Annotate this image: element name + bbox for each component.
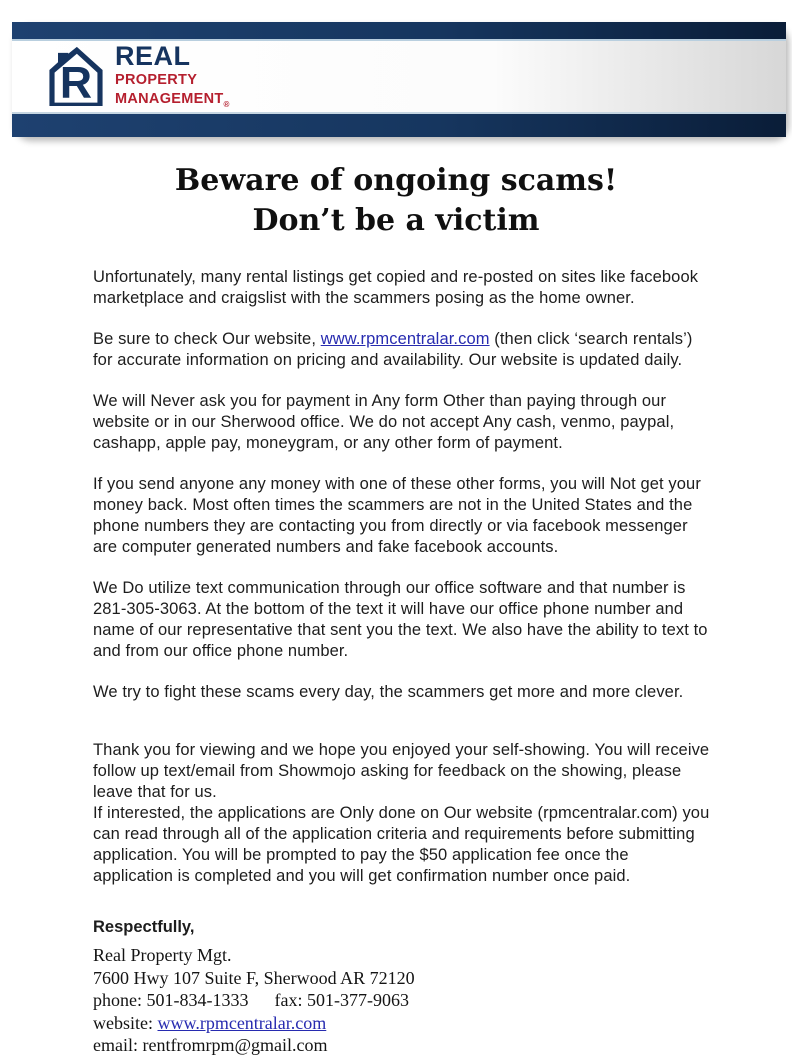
title-line-1: Beware of ongoing scams!	[174, 163, 618, 198]
paragraph-money-warning: If you send anyone any money with one of these other forms, you will Not get your money back. Most often times the scammers are not in the United States and the phone numbers they are contacting you from directly or via facebook messenger are computer generated numbers and fake facebook accounts.	[93, 475, 701, 557]
logo-word-property: PROPERTY	[115, 72, 198, 89]
p2-post-text: (then click ‘search rentals’) for accurate information on pricing and availability. Our website is updated daily.	[93, 330, 693, 370]
company-address: 7600 Hwy 107 Suite F, Sherwood AR 72120	[93, 967, 415, 988]
banner-bottom-bar	[12, 114, 786, 137]
header-banner	[12, 22, 786, 137]
banner-top-bar	[12, 22, 786, 39]
svg-text:R: R	[59, 58, 93, 108]
paragraph-check-website	[93, 329, 710, 371]
p2-pre-text: Be sure to check Our website,	[93, 330, 321, 349]
page-title	[0, 161, 792, 240]
paragraph-applications: If interested, the applications are Only done on Our website (rpmcentralar.com) you can read through all of the application criteria and requirements before submitting application. You will be prompted to pay the $50 application fee once the application is completed and you will get confirmation number once paid.	[93, 804, 710, 886]
website-link-footer[interactable]: www.rpmcentralar.com	[157, 1012, 327, 1033]
website-line	[93, 1012, 792, 1035]
banner-middle-strip	[12, 39, 786, 114]
paragraph-listings-copied: Unfortunately, many rental listings get copied and re-posted on sites like facebook marketplace and craigslist with the scammers posing as the home owner.	[93, 268, 699, 308]
rpm-house-logo-icon	[46, 44, 106, 108]
paragraph-fight-scams: We try to fight these scams every day, the scammers get more and more clever.	[93, 683, 684, 702]
phone-fax-line	[93, 989, 792, 1012]
body-text	[93, 267, 710, 887]
rpm-logo	[46, 43, 230, 109]
paragraph-text-communication: We Do utilize text communication through our office software and that number is 281-305-3063. At the bottom of the text it will have our office phone number and name of our representative that sent you the text. We also have the ability to text to and from our office phone number.	[93, 579, 708, 661]
registered-trademark-symbol: ®	[223, 99, 230, 109]
paragraph-payment-policy: We will Never ask you for payment in Any form Other than paying through our website or in our Sherwood office. We do not accept Any cash, venmo, paypal, cashapp, apple pay, moneygram, or any other form of payment.	[93, 392, 675, 453]
rpm-logo-text	[115, 43, 230, 109]
website-label: website:	[93, 1012, 158, 1033]
email-line: email: rentfromrpm@gmail.com	[93, 1035, 328, 1056]
title-line-2: Don’t be a victim	[252, 202, 540, 238]
closing-line: Respectfully,	[93, 918, 195, 937]
phone-number: phone: 501-834-1333	[93, 990, 249, 1011]
logo-word-real: REAL	[115, 41, 191, 72]
paragraph-thank-you: Thank you for viewing and we hope you enjoyed your self-showing. You will receive follow up text/email from Showmojo asking for feedback on the showing, please leave that for us.	[93, 741, 710, 802]
logo-word-management	[115, 91, 230, 110]
signature-block	[93, 918, 792, 1057]
company-name: Real Property Mgt.	[93, 945, 232, 966]
website-link-inline[interactable]: www.rpmcentralar.com	[320, 330, 490, 349]
fax-number: fax: 501-377-9063	[274, 990, 409, 1011]
logo-management-text: MANAGEMENT	[115, 90, 224, 107]
